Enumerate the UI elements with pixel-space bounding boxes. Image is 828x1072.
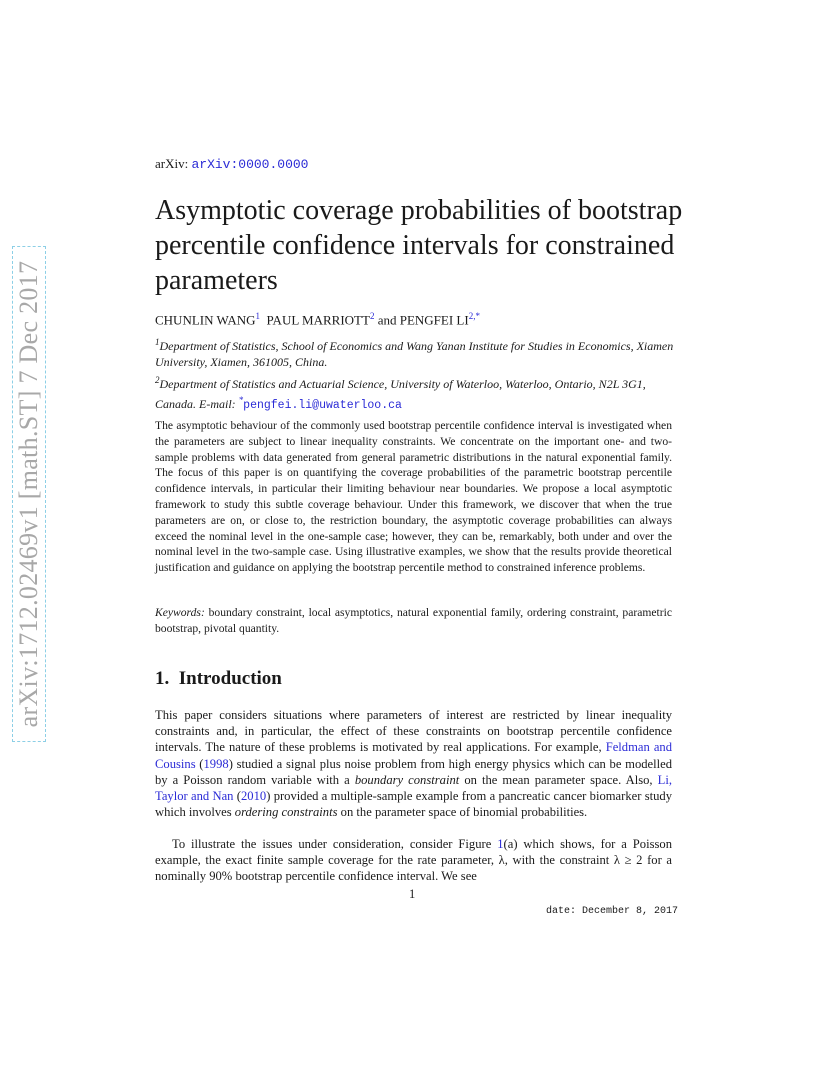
- keywords: [155, 605, 672, 637]
- author-2: PAUL MARRIOTT: [266, 312, 370, 328]
- author-list: [155, 311, 480, 328]
- affiliation-1-text: Department of Statistics, School of Economics and Wang Yanan Institute for Studies in Economics, Xiamen University, Xiamen, 361005, China.: [155, 339, 674, 369]
- keywords-label: Keywords:: [155, 606, 205, 619]
- intro-p1-text-6: ) provided a multiple-sample example from a pancreatic cancer biomarker study which involves: [155, 789, 673, 820]
- citation-li-taylor-nan-year[interactable]: 2010: [241, 789, 267, 804]
- paper-title: Asymptotic coverage probabilities of bootstrap percentile confidence intervals for constrained parameters: [155, 195, 683, 296]
- citation-feldman-cousins[interactable]: Feldman and Cousins: [155, 740, 673, 771]
- affiliation-2-text: Department of Statistics and Actuarial Science, University of Waterloo, Waterloo, Ontario, N2L 3G1, Canada. E-mail:: [155, 377, 646, 411]
- section-number: 1.: [155, 668, 170, 689]
- arxiv-side-stamp: [12, 246, 46, 742]
- intro-p1-text-5: (: [233, 789, 241, 804]
- intro-p2-text-1: To illustrate the issues under consideration, consider Figure: [172, 837, 498, 851]
- abstract: The asymptotic behaviour of the commonly used bootstrap percentile confidence interval is investigated when the parameters are subject to linear inequality constraints. We concentrate on the important one- and two-sample problems with data generated from general parametric distributions in the natural exponential family. The focus of this paper is on quantifying the coverage probabilities of the parametric bootstrap percentile confidence intervals, in particular their limiting behaviour near boundaries. We propose a local asymptotic framework to study this subtle coverage behaviour. Under this framework, we discover that when the true parameters are on, or close to, the restriction boundary, the asymptotic coverage probabilities can always exceed the nominal level in the one-sample case; however, they can be, remarkably, both under and over the nominal level in the two-sample case. Using illustrative examples, we show that the results provide theoretical justification and guidance on applying the bootstrap percentile method to constrained inference problems.: [155, 419, 672, 575]
- arxiv-line: [155, 156, 309, 172]
- figure-1-reference[interactable]: 1: [497, 837, 504, 851]
- intro-p1-text-3: ) studied a signal plus noise problem from high energy physics which can be modelled by a Poisson random variable with a: [155, 756, 673, 787]
- date-line: date: December 8, 2017: [546, 906, 679, 917]
- author-3: PENGFEI LI: [399, 312, 469, 328]
- intro-paragraph-1: [155, 707, 672, 820]
- emphasis-boundary-constraint: boundary constraint: [354, 772, 460, 787]
- intro-p1-text-7: on the parameter space of binomial probabilities.: [337, 805, 588, 820]
- affiliation-2: [155, 372, 675, 414]
- emphasis-ordering-constraints: ordering constraints: [234, 805, 338, 820]
- affiliation-1: [155, 334, 675, 370]
- citation-feldman-cousins-year[interactable]: 1998: [203, 756, 229, 771]
- author-2-affil-ref[interactable]: 2: [369, 311, 375, 321]
- author-and: and: [374, 312, 400, 328]
- author-1: CHUNLIN WANG: [155, 312, 256, 328]
- section-heading-introduction: [155, 668, 282, 690]
- page-number: 1: [409, 887, 416, 901]
- keywords-text: boundary constraint, local asymptotics, natural exponential family, ordering constraint, parametric bootstrap, pivotal quantity.: [155, 606, 672, 635]
- arxiv-side-stamp-text: arXiv:1712.02469v1 [math.ST] 7 Dec 2017: [14, 260, 43, 728]
- corresponding-author-mark: *: [238, 395, 244, 405]
- section-title: Introduction: [178, 668, 282, 689]
- intro-p1-text-1: This paper considers situations where parameters of interest are restricted by linear inequality constraints and, in particular, the effect of these constraints on bootstrap percentile confidence intervals. The nature of these problems is motivated by real applications. For example,: [155, 708, 672, 755]
- author-1-affil-ref[interactable]: 1: [255, 311, 261, 321]
- intro-p2-text-2: (a) which shows, for a Poisson example, the exact finite sample coverage for the rate parameter, λ, with the constraint λ ≥ 2 for a nominally 90% bootstrap percentile confidence interval. We see: [155, 837, 672, 884]
- affiliation-1-number: 1: [155, 337, 160, 347]
- author-3-affil-ref[interactable]: 2,*: [468, 311, 480, 321]
- intro-p1-text-4: on the mean parameter space. Also,: [459, 772, 658, 787]
- affiliation-2-number: 2: [155, 375, 160, 385]
- arxiv-prefix: arXiv:: [155, 156, 192, 171]
- email-link[interactable]: pengfei.li@uwaterloo.ca: [243, 399, 402, 412]
- intro-paragraph-2: [155, 836, 672, 885]
- citation-li-taylor-nan[interactable]: Li, Taylor and Nan: [155, 772, 672, 804]
- arxiv-id-link[interactable]: arXiv:0000.0000: [191, 157, 309, 172]
- intro-p1-text-2: (: [195, 756, 204, 771]
